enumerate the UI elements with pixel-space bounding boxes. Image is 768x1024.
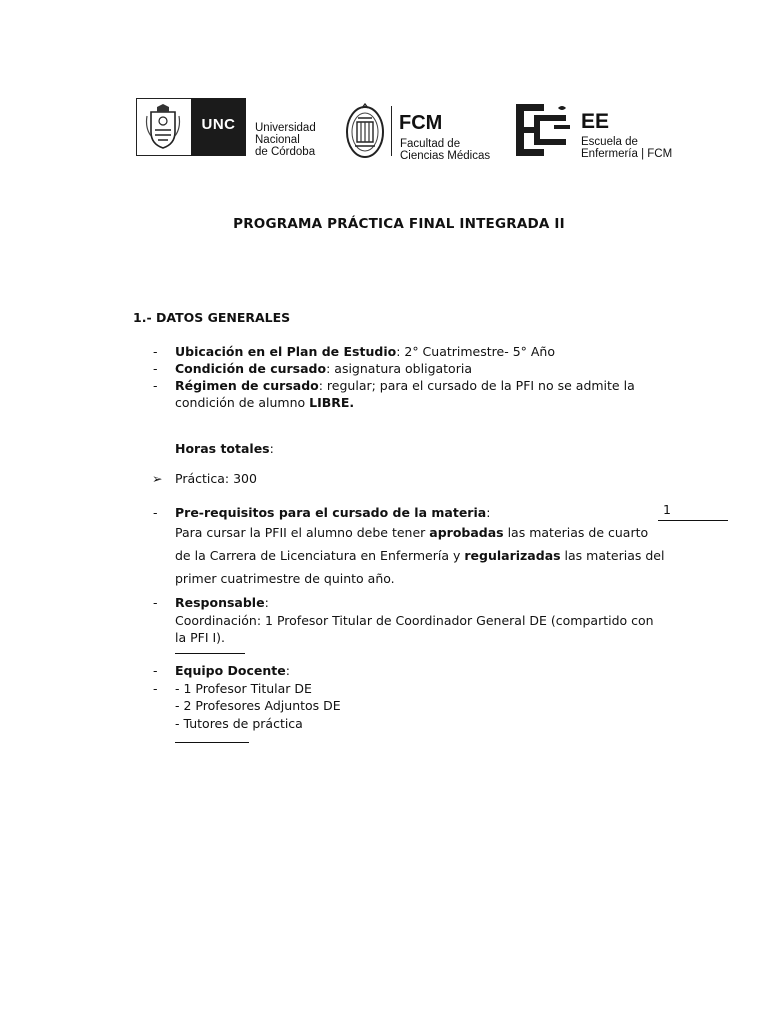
bullet-dash: -	[153, 361, 158, 376]
unc-crest-icon	[145, 104, 181, 150]
ee-name-line: Escuela de	[581, 136, 638, 148]
ee-logo-icon	[514, 102, 572, 158]
equipo-heading	[175, 662, 290, 679]
responsable-label: Responsable	[175, 595, 265, 610]
libre-emphasis: LIBRE.	[309, 395, 355, 410]
horas-totales	[175, 440, 274, 457]
bullet-label: Ubicación en el Plan de Estudio	[175, 344, 397, 359]
equipo-colon: :	[285, 663, 290, 678]
section-heading: 1.- DATOS GENERALES	[133, 310, 291, 325]
separator-rule	[175, 742, 249, 743]
bullet-dash: -	[153, 378, 158, 393]
prereq-line	[175, 547, 664, 564]
prereq-emphasis: regularizadas	[464, 548, 561, 563]
prereq-emphasis: aprobadas	[429, 525, 504, 540]
bullet-regimen-continued	[175, 394, 354, 411]
unc-name-line: Universidad	[255, 122, 316, 134]
fcm-seal-icon	[344, 102, 386, 160]
bullet-value: : regular; para el cursado de la PFI no se admite la	[318, 378, 635, 393]
margin-rule	[658, 520, 728, 521]
prereq-text: de la Carrera de Licenciatura en Enfermería y	[175, 548, 465, 563]
ee-abbr: EE	[581, 110, 610, 133]
equipo-item: - Tutores de práctica	[175, 716, 303, 731]
prereq-text: Para cursar la PFII el alumno debe tener	[175, 525, 430, 540]
equipo-label: Equipo Docente	[175, 663, 286, 678]
prereq-colon: :	[486, 505, 491, 520]
bullet-regimen	[175, 377, 635, 394]
unc-name-line: Nacional	[255, 134, 300, 146]
responsable-line: Coordinación: 1 Profesor Titular de Coordinador General DE (compartido con	[175, 613, 654, 628]
equipo-item: - 2 Profesores Adjuntos DE	[175, 698, 341, 713]
bullet-dash: -	[153, 663, 158, 678]
separator-rule	[175, 653, 245, 654]
bullet-dash: -	[153, 595, 158, 610]
prereq-line: primer cuatrimestre de quinto año.	[175, 571, 395, 586]
bullet-value: : asignatura obligatoria	[326, 361, 472, 376]
arrow-bullet-icon: ➢	[152, 471, 163, 486]
prereq-line	[175, 524, 648, 541]
fcm-name-line: Facultad de	[400, 138, 461, 150]
bullet-label: Condición de cursado	[175, 361, 327, 376]
bullet-ubicacion	[175, 343, 555, 360]
bullet-condicion	[175, 360, 472, 377]
fcm-abbr: FCM	[399, 112, 443, 134]
bullet-dash: -	[153, 344, 158, 359]
responsable-colon: :	[264, 595, 269, 610]
prereq-heading	[175, 504, 490, 521]
equipo-item: - 1 Profesor Titular DE	[175, 681, 312, 696]
bullet-dash: -	[153, 505, 158, 520]
bullet-value: : 2° Cuatrimestre- 5° Año	[396, 344, 555, 359]
responsable-heading	[175, 594, 269, 611]
fcm-separator	[391, 106, 392, 156]
prereq-text: las materias del	[560, 548, 665, 563]
unc-name-line: de Córdoba	[255, 146, 316, 158]
bullet-dash: -	[153, 681, 158, 696]
horas-label: Horas totales	[175, 441, 270, 456]
responsable-line: la PFI I).	[175, 630, 226, 645]
bullet-label: Régimen de cursado	[175, 378, 319, 393]
unc-abbr: UNC	[201, 116, 236, 133]
document-title: PROGRAMA PRÁCTICA FINAL INTEGRADA II	[233, 216, 565, 232]
horas-colon: :	[269, 441, 274, 456]
prereq-text: las materias de cuarto	[503, 525, 649, 540]
page-number: 1	[663, 502, 671, 517]
regimen-text: condición de alumno	[175, 395, 310, 410]
ee-name-line: Enfermería | FCM	[581, 148, 673, 160]
fcm-name-line: Ciencias Médicas	[400, 150, 491, 162]
prereq-label: Pre-requisitos para el cursado de la materia	[175, 505, 487, 520]
practica-hours: Práctica: 300	[175, 471, 257, 486]
